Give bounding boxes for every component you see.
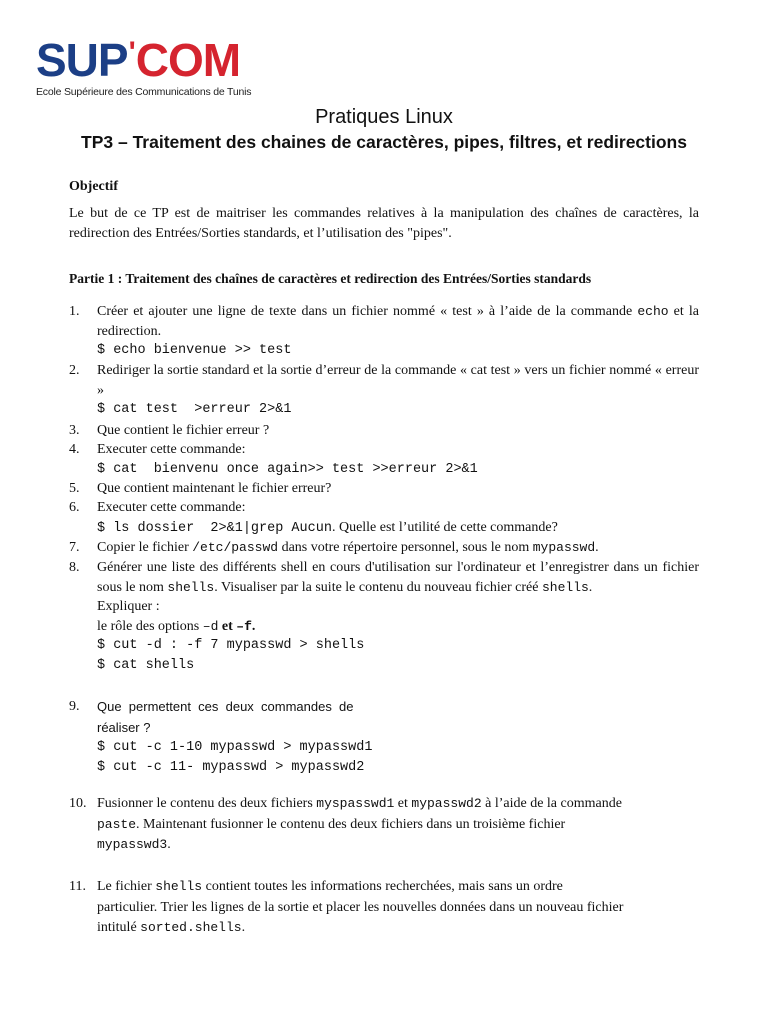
page-subtitle: TP3 – Traitement des chaines de caractères, pipes, filtres, et redirections (81, 132, 687, 152)
command-line: $ cut -c 11- mypasswd > mypasswd2 (97, 759, 365, 775)
item-text-part: intitulé (97, 920, 141, 935)
logo-wordmark (36, 30, 251, 86)
command-line: $ cat shells (97, 657, 195, 673)
item-text-part: Générer une liste des différents shell en cours d'utilisation sur l'ordinateur et l’enregistrer dans un fichier sous le nom (97, 560, 699, 595)
item-number: 6. (69, 500, 80, 515)
item-text-part: Expliquer : (97, 599, 160, 615)
item-text-part: Le fichier (97, 879, 156, 894)
logo-sup: SUP (36, 34, 128, 86)
item-text (97, 558, 699, 676)
item-text-part: Copier le fichier (97, 540, 193, 555)
command-line: $ cut -c 1-10 mypasswd > mypasswd1 (97, 740, 373, 756)
item-number: 8. (69, 560, 80, 575)
inline-code: shells (167, 579, 215, 595)
inline-code: sorted.shells (140, 920, 242, 935)
item-text-part: le rôle des options (97, 618, 203, 634)
item-number: 2. (69, 363, 80, 378)
item-text-part: . (241, 920, 246, 935)
inline-code: echo (637, 304, 669, 319)
item-text (97, 794, 699, 856)
item-text (97, 498, 699, 538)
inline-code: –d (202, 618, 219, 634)
item-text-part: . (595, 540, 599, 555)
command-line: $ ls dossier 2>&1|grep Aucun (97, 520, 332, 536)
item-text-part: Rediriger la sortie standard et la sortie d’erreur de la commande « cat test » vers un fichier nommé « erreur » (97, 363, 699, 398)
item-number: 9. (69, 699, 80, 714)
item-text-part: Créer et ajouter une ligne de texte dans un fichier nommé « test » à l’aide de la commande (97, 304, 633, 319)
command-line: $ echo bienvenue >> test (97, 343, 292, 359)
item-text: Que contient le fichier erreur ? (97, 423, 270, 438)
item-text (97, 361, 699, 420)
item-text-part: et (218, 618, 237, 634)
inline-code: shells (541, 579, 589, 595)
item-number: 5. (69, 481, 80, 496)
inline-code: shells (155, 879, 203, 894)
inline-code: /etc/passwd (192, 540, 279, 555)
item-text (97, 440, 699, 479)
logo-com: COM (135, 34, 241, 86)
objectif-text: Le but de ce TP est de maitriser les commandes relatives à la manipulation des chaînes de caractères, la redirection des Entrées/Sorties standards, et l’utilisation des "pipes". (69, 206, 699, 241)
item-number: 3. (69, 423, 80, 438)
item-text (97, 877, 699, 939)
page-title: Pratiques Linux (315, 106, 453, 128)
item-text-part: . (588, 579, 593, 595)
inline-code: mypasswd3 (97, 837, 168, 852)
partie1-heading: Partie 1 : Traitement des chaînes de caractères et redirection des Entrées/Sorties standards (69, 271, 592, 286)
logo-apostrophe: ' (128, 36, 135, 69)
inline-code: mypasswd (532, 540, 596, 555)
item-number: 11. (69, 879, 86, 894)
item-text: Que contient maintenant le fichier erreur? (97, 481, 332, 496)
item-text-part: . Visualiser par la suite le contenu du nouveau fichier créé (214, 579, 542, 595)
item-text-part: . (167, 837, 171, 852)
inline-code: mypasswd2 (411, 796, 482, 811)
item-text-part: . (251, 618, 256, 634)
command-line: $ cut -d : -f 7 mypasswd > shells (97, 638, 365, 654)
item-text-part: Executer cette commande: (97, 442, 246, 457)
item-text-part: Que permettent ces deux commandes de (97, 699, 354, 714)
item-number: 7. (69, 540, 80, 555)
item-text-part: dans votre répertoire personnel, sous le nom (278, 540, 533, 555)
command-line: $ cat test >erreur 2>&1 (97, 402, 292, 418)
item-text (97, 302, 699, 361)
item-text-part: réaliser ? (97, 719, 151, 735)
inline-code: paste (97, 816, 137, 832)
item-text-part: et la redirection. (97, 304, 700, 339)
item-text (97, 538, 699, 558)
item-text-part: et (394, 796, 412, 811)
item-number: 4. (69, 442, 80, 457)
item-text-part: Fusionner le contenu des deux fichiers (97, 796, 317, 811)
inline-code: –f (236, 618, 252, 634)
item-number: 1. (69, 304, 80, 319)
command-line: $ cat bienvenu once again>> test >>erreur 2>&1 (97, 461, 478, 477)
item-text (97, 697, 699, 777)
inline-code: myspasswd1 (316, 796, 395, 811)
item-text-part: . Maintenant fusionner le contenu des deux fichiers dans un troisième fichier (136, 816, 566, 832)
logo-subtitle: Ecole Supérieure des Communications de Tunis (36, 86, 252, 98)
item-text-part: contient toutes les informations recherchées, mais sans un ordre (202, 879, 563, 894)
item-text-part: Executer cette commande: (97, 500, 246, 515)
item-text-part: particulier. Trier les lignes de la sortie et placer les nouvelles données dans un nouveau fichier (97, 899, 624, 915)
supcom-logo (36, 30, 251, 98)
item-text-part: . Quelle est l’utilité de cette commande? (331, 519, 558, 535)
item-number: 10. (69, 796, 87, 811)
objectif-heading: Objectif (69, 179, 118, 194)
item-text-part: à l’aide de la commande (481, 796, 622, 811)
